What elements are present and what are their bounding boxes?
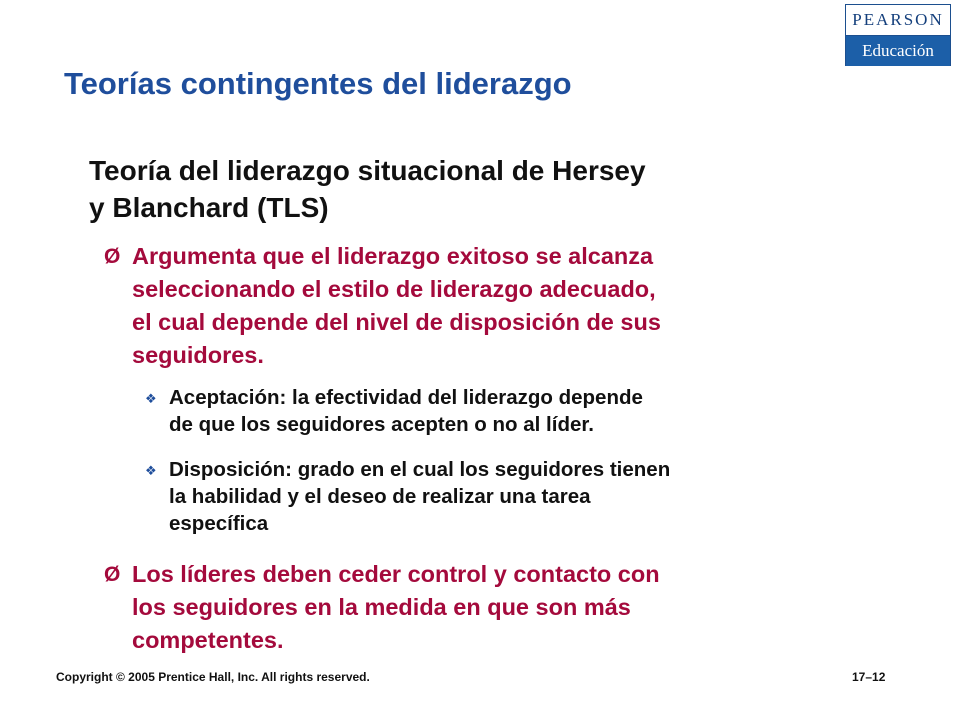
bullet-line: Los líderes deben ceder control y contacto con xyxy=(132,561,660,587)
bullet-line: el cual depende del nivel de disposición de sus xyxy=(132,309,661,335)
arrow-bullet-icon: Ø xyxy=(104,245,121,268)
page-number: 17–12 xyxy=(852,670,886,684)
section-heading xyxy=(89,152,849,226)
section-heading-line-1: Teoría del liderazgo situacional de Hersey xyxy=(89,155,646,186)
sub-bullet-line: específica xyxy=(169,512,269,535)
sub-bullet-text xyxy=(169,456,905,537)
sub-bullet-line: de que los seguidores acepten o no al líder. xyxy=(169,413,594,436)
logo-publisher-name: PEARSON xyxy=(846,5,950,36)
slide-title: Teorías contingentes del liderazgo xyxy=(64,66,572,101)
sub-bullet-line: la habilidad y el deseo de realizar una tarea xyxy=(169,485,591,508)
arrow-bullet-icon: Ø xyxy=(104,563,121,586)
bullet-text xyxy=(132,558,864,657)
bullet-line: los seguidores en la medida en que son más xyxy=(132,594,631,620)
bullet-line: seleccionando el estilo de liderazgo adecuado, xyxy=(132,276,656,302)
diamond-bullet-icon: ❖ xyxy=(145,391,157,406)
copyright-notice: Copyright © 2005 Prentice Hall, Inc. All rights reserved. xyxy=(56,670,370,684)
bullet-text xyxy=(132,240,864,372)
sub-bullet-aceptacion xyxy=(145,384,905,438)
bullet-line: Argumenta que el liderazgo exitoso se alcanza xyxy=(132,243,654,269)
sub-bullet-disposicion xyxy=(145,456,905,537)
bullet-argument xyxy=(104,240,864,372)
logo-imprint-name: Educación xyxy=(846,36,950,66)
bullet-line: seguidores. xyxy=(132,342,264,368)
sub-bullet-text xyxy=(169,384,905,438)
sub-bullet-line: Aceptación: la efectividad del liderazgo depende xyxy=(169,386,643,409)
bullet-line: competentes. xyxy=(132,627,284,653)
pearson-logo xyxy=(845,4,951,66)
bullet-ceder-control xyxy=(104,558,864,657)
diamond-bullet-icon: ❖ xyxy=(145,463,157,478)
sub-bullet-line: Disposición: grado en el cual los seguidores tienen xyxy=(169,458,671,481)
section-heading-line-2: y Blanchard (TLS) xyxy=(89,192,329,223)
